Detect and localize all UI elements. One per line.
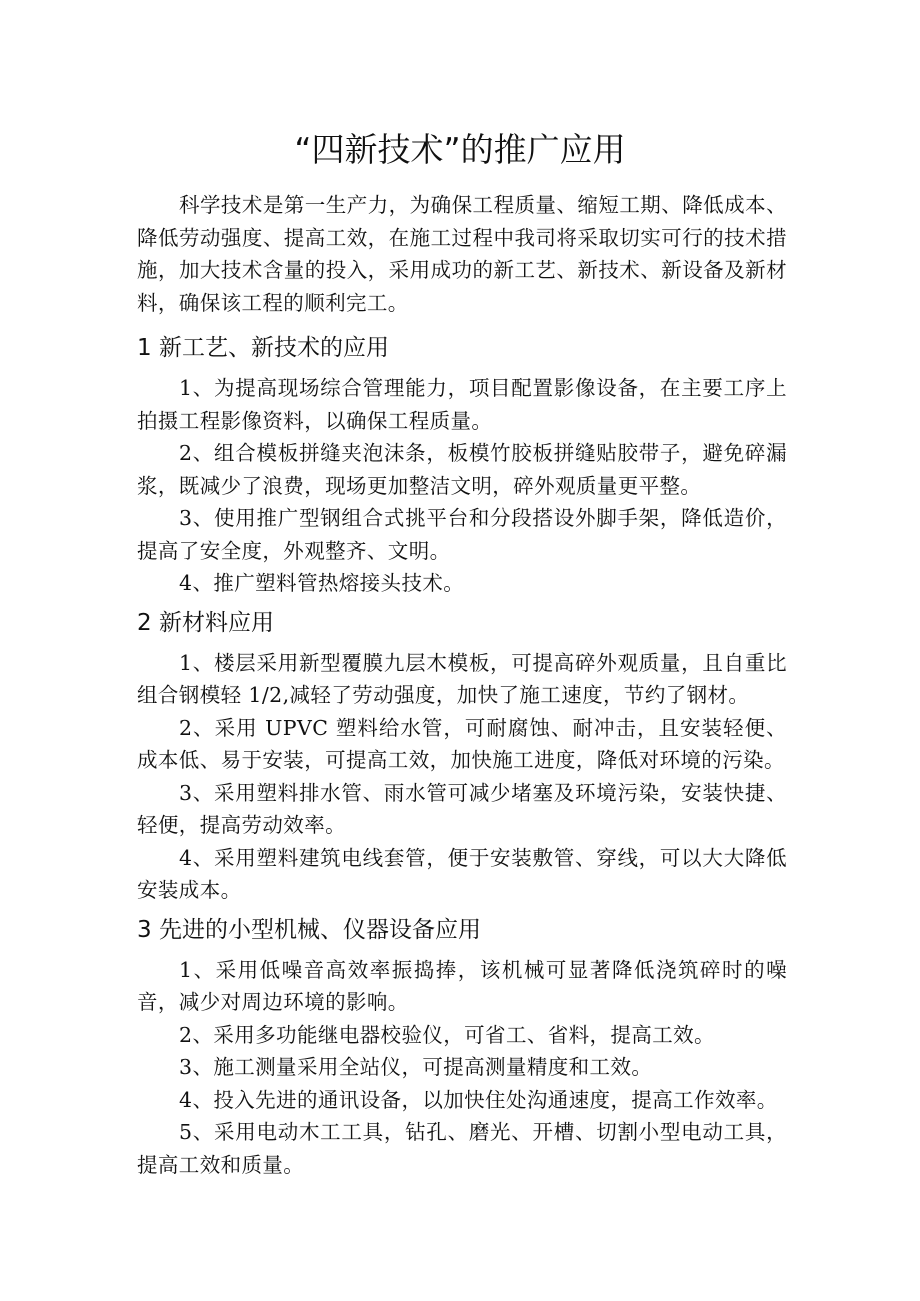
intro-paragraph: 科学技术是第一生产力，为确保工程质量、缩短工期、降低成本、降低劳动强度、提高工效，在施工过程中我司将采取切实可行的技术措施，加大技术含量的投入，采用成功的新工艺、新技术、新设备及新材料，确保该工程的顺利完工。 (137, 193, 787, 315)
list-item: 5、采用电动木工工具，钻孔、磨光、开槽、切割小型电动工具，提高工效和质量。 (137, 1120, 787, 1177)
list-item: 1、为提高现场综合管理能力，项目配置影像设备，在主要工序上拍摄工程影像资料，以确保工程质量。 (137, 376, 787, 433)
list-item: 3、施工测量采用全站仪，可提高测量精度和工效。 (179, 1055, 653, 1079)
document-body (137, 189, 787, 1181)
list-item: 3、采用塑料排水管、雨水管可减少堵塞及环境污染，安装快捷、轻便，提高劳动效率。 (137, 780, 787, 837)
list-item: 4、推广塑料管热熔接头技术。 (179, 571, 465, 595)
section-2 (137, 600, 787, 907)
section-3 (137, 907, 787, 1182)
list-item: 2、组合模板拼缝夹泡沫条，板模竹胶板拼缝贴胶带子，避免碎漏浆，既减少了浪费，现场更加整洁文明，碎外观质量更平整。 (137, 441, 787, 498)
list-item: 2、采用多功能继电器校验仪，可省工、省料，提高工效。 (179, 1022, 715, 1047)
list-item: 3、使用推广型钢组合式挑平台和分段搭设外脚手架，降低造价，提高了安全度，外观整齐、文明。 (137, 506, 787, 563)
section-heading: 1 新工艺、新技术的应用 (137, 335, 389, 361)
section-heading: 2 新材料应用 (137, 609, 274, 636)
list-item: 1、采用低噪音高效率振捣捧，该机械可显著降低浇筑碎时的噪音，减少对周边环境的影响。 (137, 957, 787, 1014)
section-1 (137, 325, 787, 600)
list-item: 1、楼层采用新型覆膜九层木模板，可提高碎外观质量，且自重比组合钢模轻 1/2,减轻了劳动强度，加快了施工速度，节约了钢材。 (137, 650, 787, 707)
document-title: “四新技术”的推广应用 (294, 130, 626, 169)
list-item: 4、投入先进的通讯设备，以加快住处沟通速度，提高工作效率。 (179, 1087, 778, 1112)
section-heading: 3 先进的小型机械、仪器设备应用 (137, 916, 481, 943)
list-item: 4、采用塑料建筑电线套管，便于安装敷管、穿线，可以大大降低安装成本。 (137, 845, 787, 902)
list-item: 2、采用 UPVC 塑料给水管，可耐腐蚀、耐冲击，且安装轻便、成本低、易于安装，可提高工效，加快施工进度，降低对环境的污染。 (137, 715, 787, 772)
